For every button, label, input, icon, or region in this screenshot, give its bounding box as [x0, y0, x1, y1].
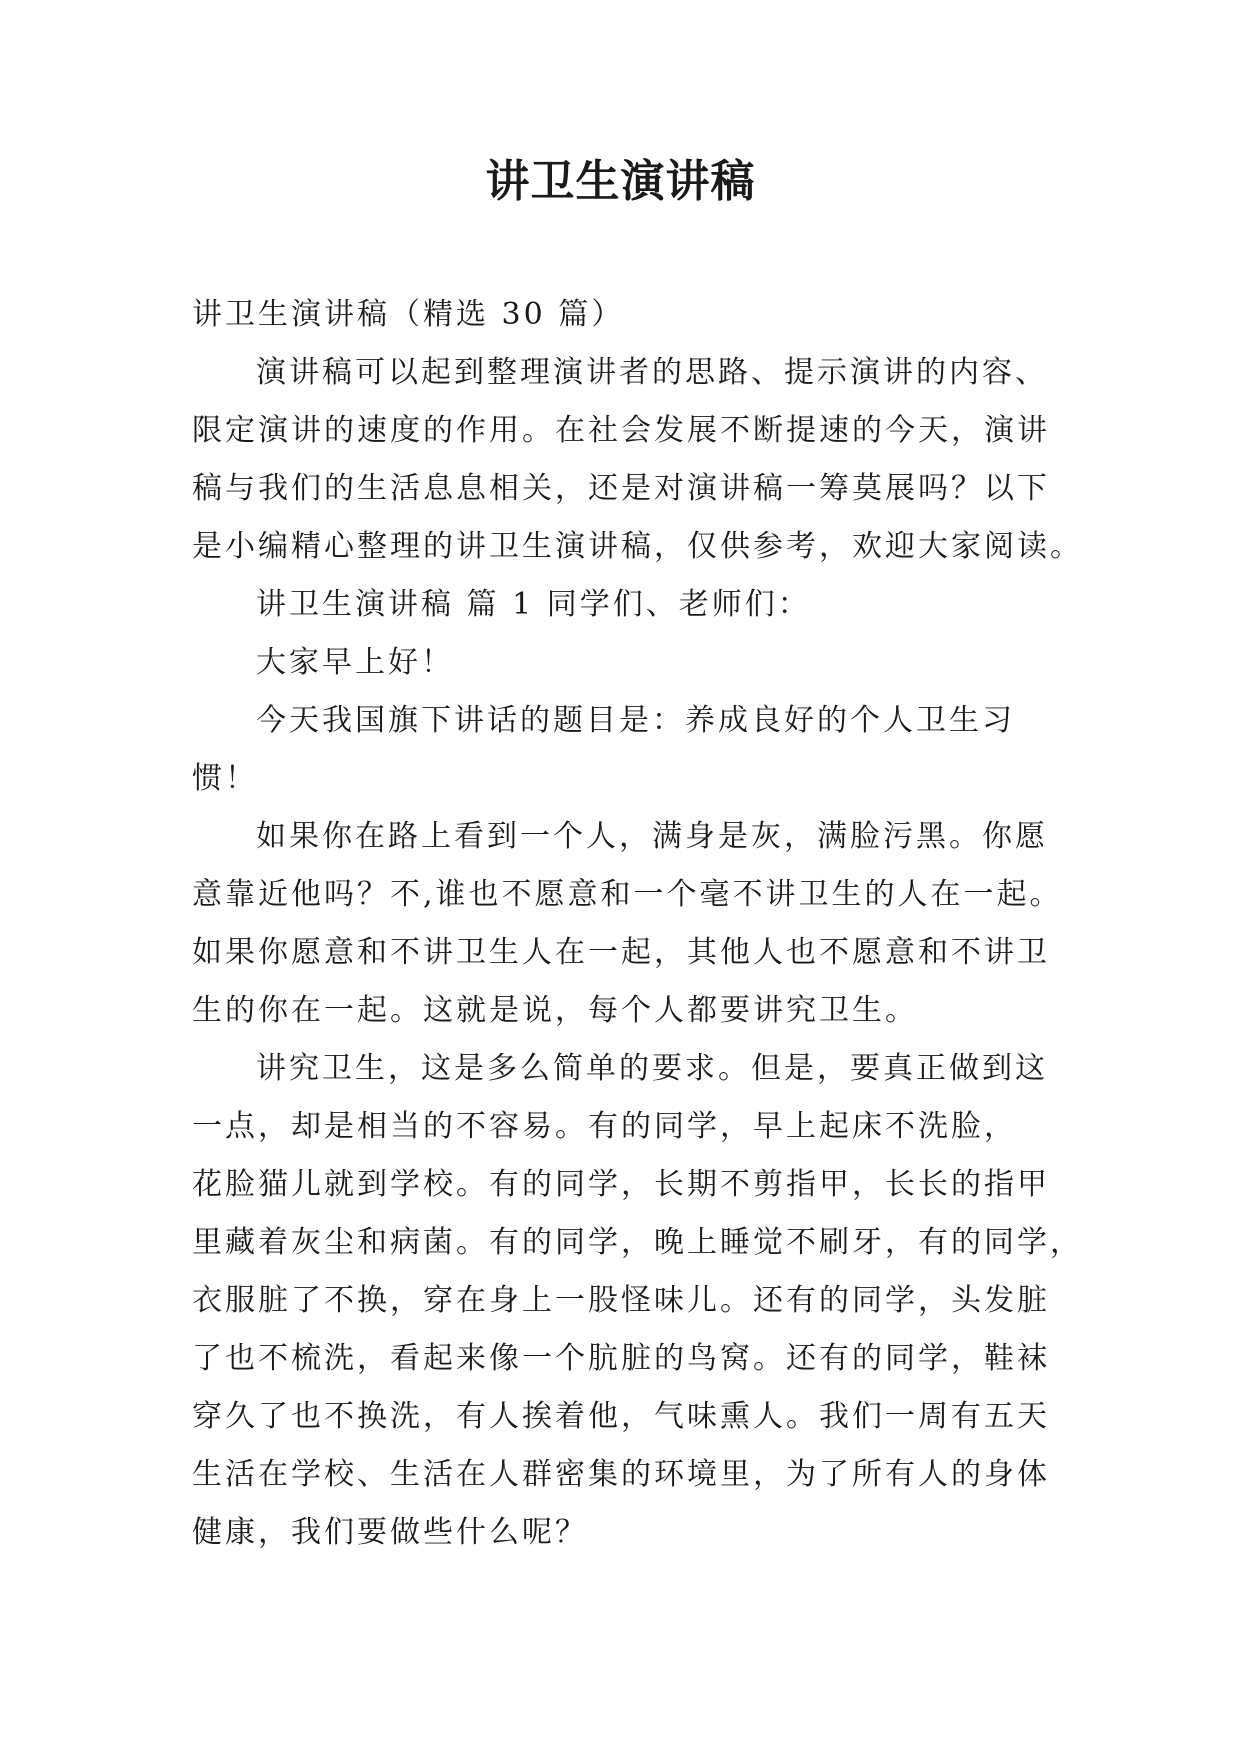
text-line: 今天我国旗下讲话的题目是：养成良好的个人卫生习 — [256, 703, 1015, 738]
text-line: 讲卫生演讲稿（精选 30 篇） — [192, 297, 625, 332]
text-line: 意靠近他吗？不,谁也不愿意和一个毫不讲卫生的人在一起。 — [192, 877, 1063, 912]
text-line: 花脸猫儿就到学校。有的同学，长期不剪指甲，长长的指甲 — [192, 1167, 1050, 1202]
text-line: 衣服脏了不换，穿在身上一股怪味儿。还有的同学，头发脏 — [192, 1283, 1050, 1318]
text-line: 生活在学校、生活在人群密集的环境里，为了所有人的身体 — [192, 1457, 1050, 1492]
document-title: 讲卫生演讲稿 — [485, 156, 756, 207]
text-line: 讲究卫生，这是多么简单的要求。但是，要真正做到这 — [256, 1051, 1048, 1086]
text-line: 大家早上好！ — [256, 645, 454, 680]
text-line: 生的你在一起。这就是说，每个人都要讲究卫生。 — [192, 993, 918, 1028]
text-line: 稿与我们的生活息息相关，还是对演讲稿一筹莫展吗？以下 — [192, 471, 1050, 506]
text-line: 限定演讲的速度的作用。在社会发展不断提速的今天，演讲 — [192, 413, 1050, 448]
text-line: 健康，我们要做些什么呢？ — [192, 1515, 588, 1550]
text-line: 了也不梳洗，看起来像一个肮脏的鸟窝。还有的同学，鞋袜 — [192, 1341, 1050, 1376]
text-line: 是小编精心整理的讲卫生演讲稿，仅供参考，欢迎大家阅读。 — [192, 529, 1083, 564]
text-line: 惯！ — [192, 761, 258, 796]
document-body — [192, 286, 1083, 1562]
text-line: 演讲稿可以起到整理演讲者的思路、提示演讲的内容、 — [256, 355, 1048, 390]
text-line: 如果你在路上看到一个人，满身是灰，满脸污黑。你愿 — [256, 819, 1048, 854]
text-line: 讲卫生演讲稿 篇 1 同学们、老师们： — [256, 587, 811, 622]
text-line: 如果你愿意和不讲卫生人在一起，其他人也不愿意和不讲卫 — [192, 935, 1050, 970]
text-line: 穿久了也不换洗，有人挨着他，气味熏人。我们一周有五天 — [192, 1399, 1050, 1434]
text-line: 一点，却是相当的不容易。有的同学，早上起床不洗脸， — [192, 1109, 1017, 1144]
text-line: 里藏着灰尘和病菌。有的同学，晚上睡觉不刷牙，有的同学， — [192, 1225, 1083, 1260]
